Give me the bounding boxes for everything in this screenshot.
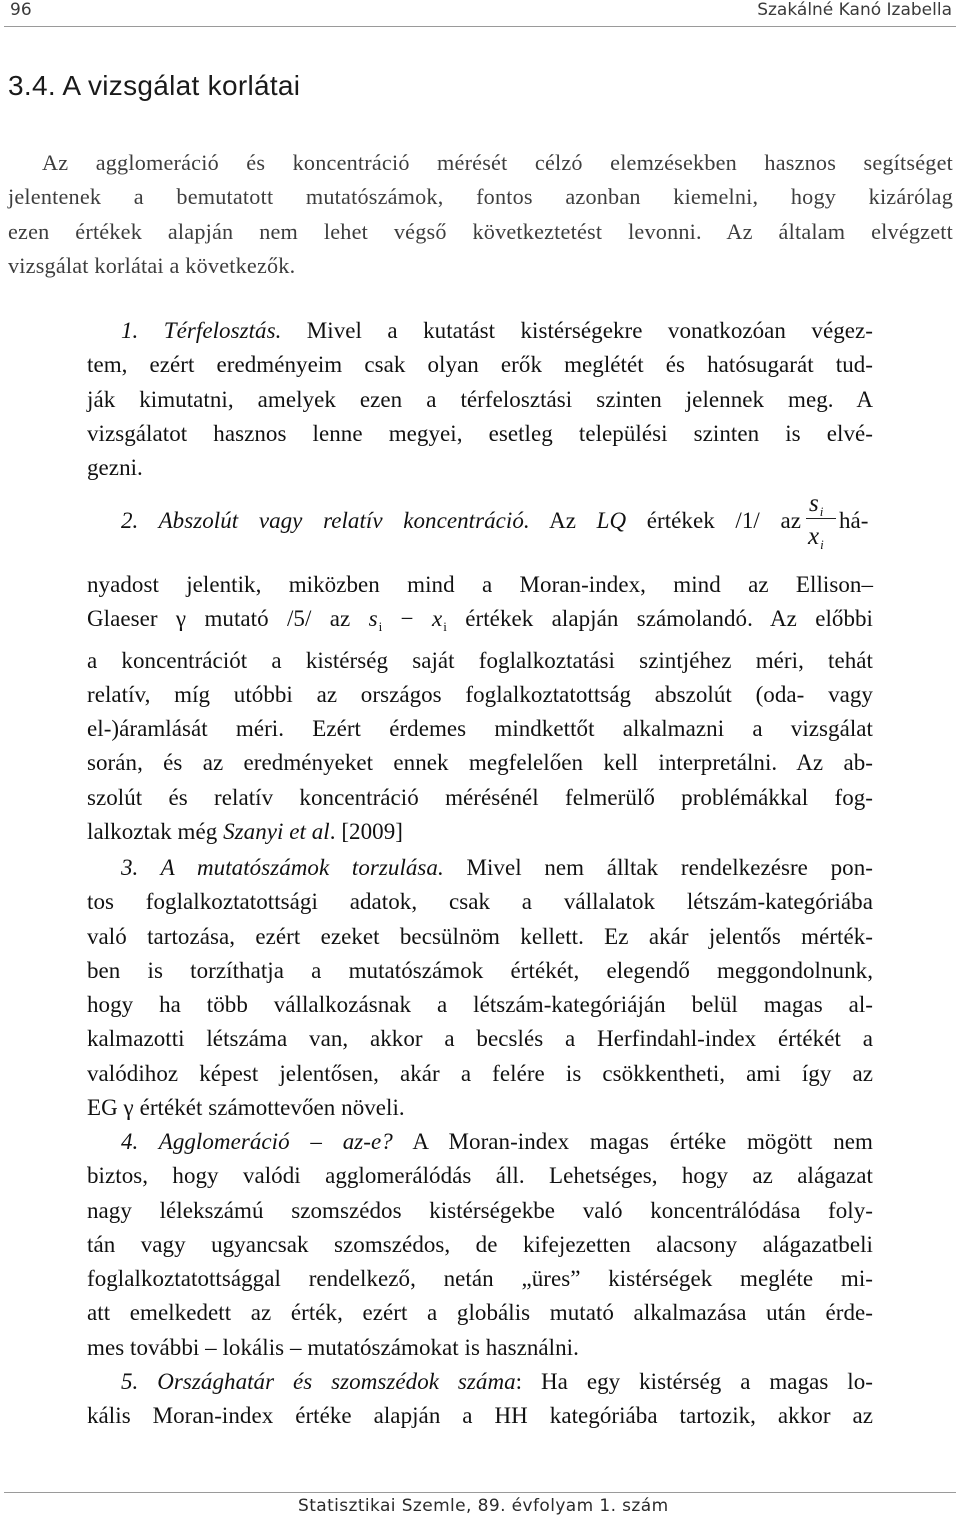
limitation-5-first-line: 5. Országhatár és szomszédok száma: Ha egy kistérség a magas lo- [121, 1369, 873, 1394]
expr-x: x [432, 606, 443, 632]
section-title: 3.4. A vizsgálat korlátai [8, 70, 301, 101]
intro-line: ezen értékek alapján nem lehet végső következtetést levonni. Az általam elvégzett [8, 218, 953, 244]
limitation-2-label: 2. Abszolút vagy relatív koncentráció. [121, 508, 530, 533]
header-rule [4, 26, 956, 27]
expr-minus: − [382, 606, 432, 632]
limitation-5-label: 5. Országhatár és szomszédok száma [121, 1369, 516, 1394]
limitation-3 [87, 851, 873, 1125]
limitation-1-first-line [87, 314, 873, 348]
running-author: Szakálné Kanó Izabella [757, 0, 952, 20]
limitation-2-line: relatív, míg utóbbi az országos foglalkoztatottság abszolút (oda- vagy [87, 681, 873, 707]
limitation-3-line: valódihoz képest jelentősen, akár a felére is csökkentheti, ami így az [87, 1060, 873, 1086]
limitation-4 [87, 1125, 873, 1365]
limitation-5-line: kális Moran-index értéke alapján a HH kategóriába tartozik, akkor az [87, 1403, 873, 1429]
fraction-denominator: $x_i$ [808, 523, 824, 552]
intro-line: jelentenek a bemutatott mutatószámok, fontos azonban kiemelni, hogy kizárólag [8, 184, 953, 210]
limitation-2-line: el-)áramlását méri. Ezért érdemes mindkettőt alkalmazni a vizsgálat [87, 716, 873, 742]
limitation-5 [87, 1365, 873, 1434]
limitation-1-label: 1. Térfelosztás. [121, 318, 282, 343]
intro-line: vizsgálat korlátai a következők. [8, 252, 296, 278]
limitation-2-formula-line: Glaeser γ mutató /5/ az $s_i - x_i$ értékek alapján számolandó. Az előbbi [87, 606, 873, 635]
limitation-4-first-line: 4. Agglomeráció – az-e? A Moran-index magas értéke mögött nem [121, 1129, 873, 1154]
lq-term: LQ [596, 508, 627, 533]
limitation-4-label: 4. Agglomeráció – az-e? [121, 1129, 393, 1154]
citation: Szanyi et al [223, 819, 330, 845]
fraction-numerator: $s_i$ [809, 490, 824, 519]
limitation-2-line: a koncentrációt a kistérség saját foglalkoztatási szintjéhez méri, tehát [87, 647, 873, 673]
limitation-1-line: ják kimutatni, amelyek ezen a térfelosztási szinten jelennek meg. A [87, 386, 873, 412]
footer-rule [4, 1492, 956, 1493]
limitation-3-line: hogy ha több vállalkozásnak a létszám-kategóriáján belül magas al- [87, 992, 873, 1018]
limitation-1 [87, 314, 873, 485]
limitation-2-line: szolút és relatív koncentráció mérésénél felmerülő problémákkal fog- [87, 784, 873, 810]
intro-line: Az agglomeráció és koncentráció mérését célzó elemzésekben hasznos segítséget [42, 150, 953, 175]
limitation-2-line: nyadost jelentik, miközben mind a Moran-index, mind az Ellison– [87, 572, 873, 597]
limitation-4-line: foglalkoztatottsággal rendelkező, netán „üres” kistérségek megléte mi- [87, 1266, 873, 1292]
limitation-2-hyphen: há- [839, 508, 869, 533]
limitation-2-first-line: 2. Abszolút vagy relatív koncentráció. Az LQ értékek /1/ az [121, 508, 802, 533]
limitation-1-line: vizsgálatot hasznos lenne megyei, esetleg települési szinten is elvé- [87, 420, 873, 446]
limitation-2 [87, 568, 873, 849]
page-number: 96 [10, 0, 32, 20]
journal-citation: Statisztikai Szemle, 89. évfolyam 1. szám [298, 1496, 669, 1516]
limitation-1-line: gezni. [87, 455, 143, 481]
limitation-3-line: tos foglalkoztatottsági adatok, csak a vállalatok létszám-kategóriába [87, 889, 873, 915]
limitation-4-line: nagy lélekszámú szomszédos kistérségekbe való koncentrálódása foly- [87, 1197, 873, 1223]
si-over-xi-fraction [804, 488, 838, 568]
expr-s: s [368, 606, 378, 632]
limitation-3-first-line: 3. A mutatószámok torzulása. Mivel nem álltak rendelkezésre pon- [121, 855, 873, 880]
limitation-3-line: ben is torzíthatja a mutatószámok értékét, elegendő meggondolnunk, [87, 957, 873, 983]
limitation-4-line: mes további – lokális – mutatószámokat is használni. [87, 1334, 579, 1360]
limitation-3-line: való tartozása, ezért ezeket becsülnöm kellett. Ez akár jelentős mérték- [87, 923, 873, 949]
page-header [0, 0, 960, 30]
limitation-4-line: att emelkedett az érték, ezért a globális mutató alkalmazása után érde- [87, 1300, 873, 1326]
limitation-2-last-line: lalkoztak még Szanyi et al. [2009] [87, 819, 403, 845]
limitation-3-line: kalmazotti létszáma van, akkor a becslés a Herfindahl-index értékét a [87, 1026, 873, 1052]
limitation-2-line: során, és az eredményeket ennek megfelelően kell interpretálni. Az ab- [87, 750, 873, 776]
fraction-bar [806, 518, 836, 519]
limitation-1-line: tem, ezért eredményeim csak olyan erők meglétét és hatósugarát tud- [87, 352, 873, 378]
limitation-4-line: biztos, hogy valódi agglomerálódás áll. Lehetséges, hogy az alágazat [87, 1163, 873, 1189]
limitation-3-label: 3. A mutatószámok torzulása. [121, 855, 444, 880]
limitation-1-text: Mivel a kutatást kistérségekre vonatkozóan végez- [281, 318, 873, 343]
limitation-3-line: EG γ értékét számottevően növeli. [87, 1095, 405, 1121]
limitation-4-line: tán vagy ugyancsak szomszédos, de kifejezetten alacsony alágazatbeli [87, 1231, 873, 1257]
page-footer [0, 1492, 960, 1521]
intro-paragraph [8, 146, 953, 283]
